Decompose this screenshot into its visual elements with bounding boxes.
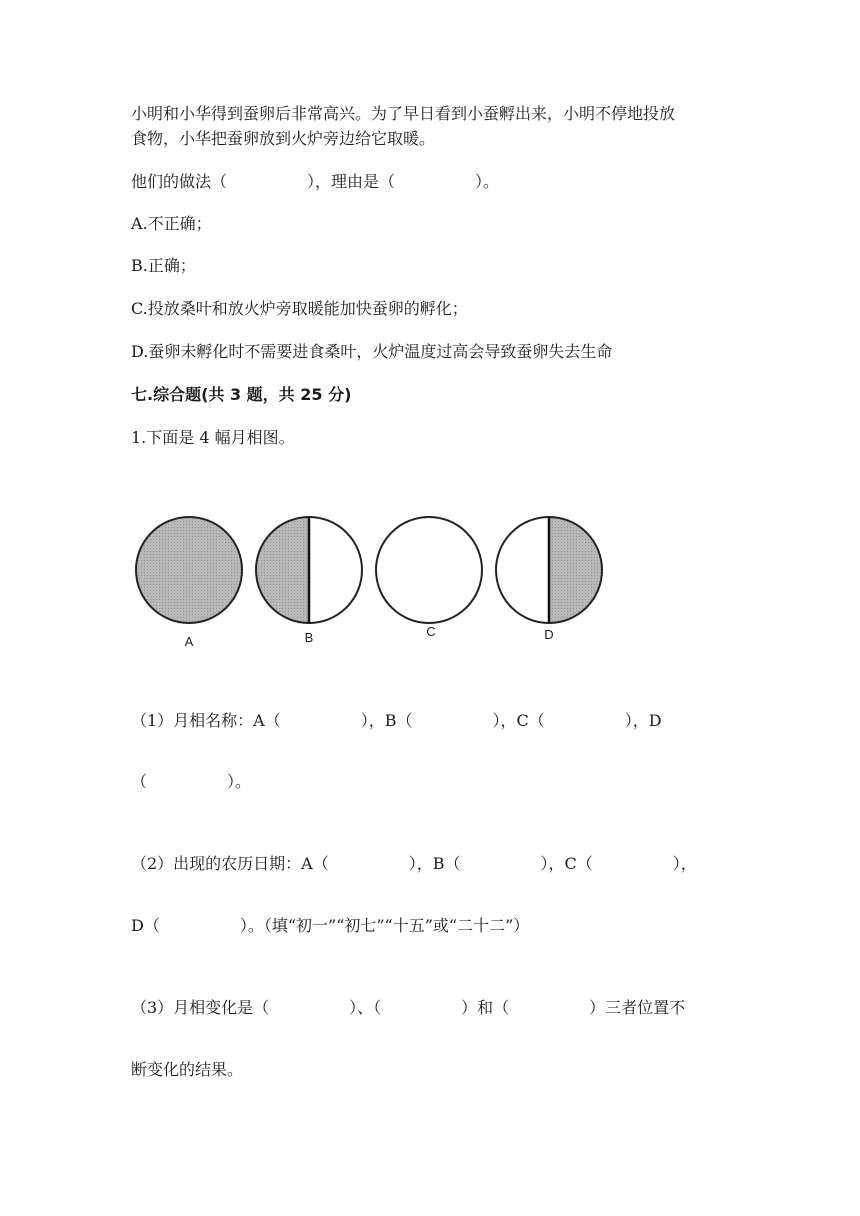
moon-a-disc [136, 517, 242, 623]
subquestion-3-line-2: 断变化的结果。 [131, 1060, 244, 1079]
moon-d [496, 517, 602, 642]
question-text: 他们的做法（ ），理由是（ ）。 [131, 172, 500, 191]
option-d: D.蚕卵未孵化时不需要进食桑叶，火炉温度过高会导致蚕卵失去生命 [131, 342, 613, 361]
moon-b-label: B [304, 630, 314, 645]
moon-a-label: A [184, 634, 194, 649]
subquestion-3-line-1: （3）月相变化是（ ）、（ ）和（ ）三者位置不 [131, 998, 686, 1017]
moon-c-disc [376, 517, 482, 623]
option-b: B.正确； [131, 256, 196, 275]
subquestion-1-line-2: （ ）。 [131, 772, 252, 791]
subquestion-2-line-1: （2）出现的农历日期：A（ ），B（ ），C（ ）， [131, 854, 697, 873]
moon-d-shade [549, 517, 602, 623]
option-a: A.不正确； [131, 214, 212, 233]
moon-a [136, 517, 242, 649]
intro-line-1: 小明和小华得到蚕卵后非常高兴。为了早日看到小蚕孵出来，小明不停地投放 [131, 104, 676, 123]
section-heading: 七.综合题(共 3 题，共 25 分) [131, 385, 352, 404]
subquestion-2-line-2: D（ ）。（填“初一”“初七”“十五”或“二十二”） [131, 916, 530, 935]
moon-c-label: C [426, 624, 436, 639]
moon-phase-figure [131, 508, 611, 658]
moon-b-shade [256, 517, 309, 623]
moon-c [376, 517, 482, 639]
option-c: C.投放桑叶和放火炉旁取暖能加快蚕卵的孵化； [131, 299, 468, 318]
moon-d-label: D [544, 627, 554, 642]
intro-line-2: 食物，小华把蚕卵放到火炉旁边给它取暖。 [131, 129, 436, 148]
problem-1-stem: 1.下面是 4 幅月相图。 [131, 428, 295, 447]
subquestion-1-line-1: （1）月相名称：A（ ），B（ ），C（ ），D [131, 711, 662, 730]
moon-b [256, 517, 362, 645]
